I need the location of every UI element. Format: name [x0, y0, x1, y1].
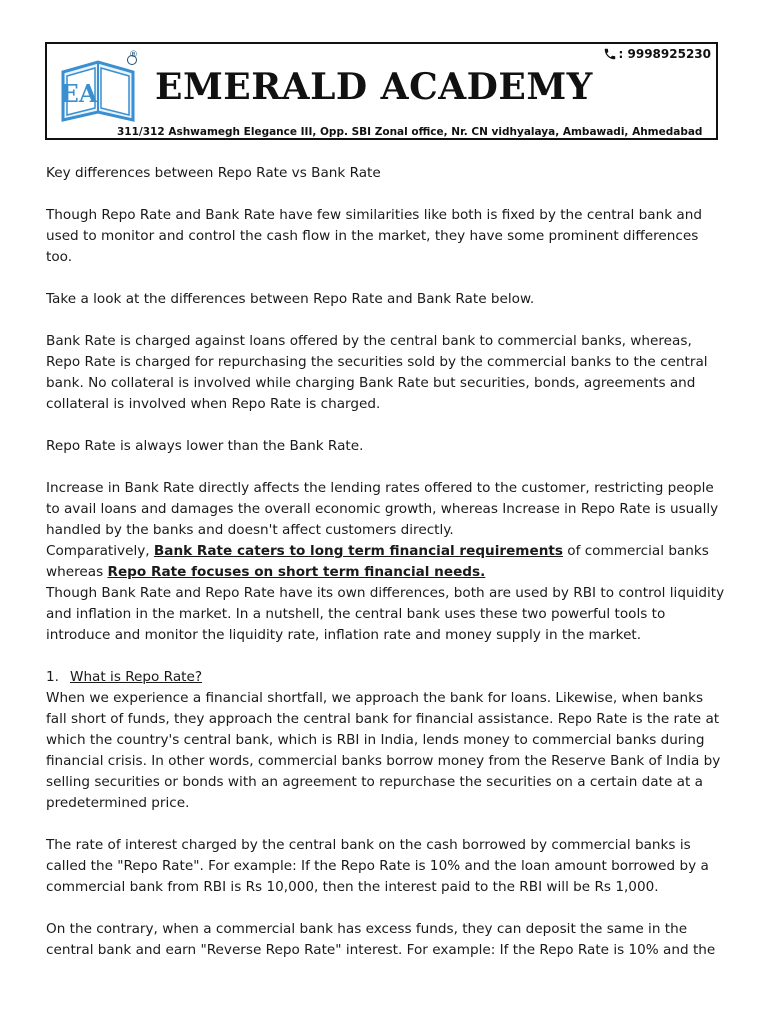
academy-title: EMERALD ACADEMY	[155, 66, 593, 108]
link-short-term[interactable]: Repo Rate focuses on short term financial needs.	[107, 564, 486, 580]
paragraph-intro: Though Repo Rate and Bank Rate have few similarities like both is fixed by the central bank and used to monitor and control the cash flow in the market, they have some prominent differences too.	[46, 207, 702, 265]
heading-what-is-repo-rate: What is Repo Rate?	[70, 669, 203, 685]
paragraph-charged: Bank Rate is charged against loans offered by the central bank to commercial banks, whereas, Repo Rate is charged for repurchasing the securities sold by the commercial banks to the central bank. No collateral is involved while charging Bank Rate but securities, bonds, agreements and collateral is involved when Repo Rate is charged.	[46, 333, 708, 412]
paragraph-contrary: On the contrary, when a commercial bank has excess funds, they can deposit the same in the central bank and earn "Reverse Repo Rate" interest. For example: If the Repo Rate is 10% and the	[46, 921, 716, 958]
paragraph-shortfall: When we experience a financial shortfall, we approach the bank for loans. Likewise, when banks fall short of funds, they approach the central bank for financial assistance. Repo Rate is the rate at which the country's central bank, which is RBI in India, lends money to commercial banks during financial crisis. In other words, commercial banks borrow money from the Reserve Bank of India by selling securities or bonds with an agreement to repurchase the securities on a certain date at a predetermined price.	[46, 690, 721, 811]
logo-letter-e: EA	[60, 79, 98, 108]
registered-mark: ®	[129, 50, 138, 60]
document-title-line: Key differences between Repo Rate vs Bank Rate	[46, 165, 381, 181]
document-body	[46, 163, 726, 982]
phone-contact	[603, 47, 711, 61]
paragraph-though: Though Bank Rate and Repo Rate have its own differences, both are used by RBI to control liquidity and inflation in the market. In a nutshell, the central bank uses these two powerful tools to introduce and monitor the liquidity rate, inflation rate and money supply in the market.	[46, 585, 725, 643]
paragraph-comparatively	[46, 541, 726, 583]
phone-number: : 9998925230	[618, 47, 711, 61]
paragraph-increase: Increase in Bank Rate directly affects the lending rates offered to the customer, restricting people to avail loans and damages the overall economic growth, whereas Increase in Repo Rate is usually handled by the banks and doesn't affect customers directly.	[46, 480, 719, 538]
paragraph-look: Take a look at the differences between Repo Rate and Bank Rate below.	[46, 291, 535, 307]
paragraph-lower: Repo Rate is always lower than the Bank Rate.	[46, 438, 364, 454]
emerald-academy-logo	[59, 54, 137, 126]
comparatively-prefix: Comparatively,	[46, 543, 154, 559]
list-item-repo-rate	[46, 667, 726, 688]
link-long-term[interactable]: Bank Rate caters to long term financial requirements	[153, 543, 563, 559]
paragraph-interest: The rate of interest charged by the central bank on the cash borrowed by commercial banks is called the "Repo Rate". For example: If the Repo Rate is 10% and the loan amount borrowed by a commercial bank from RBI is Rs 10,000, then the interest paid to the RBI will be Rs 1,000.	[46, 837, 709, 895]
academy-address: 311/312 Ashwamegh Elegance III, Opp. SBI Zonal office, Nr. CN vidhyalaya, Ambawadi, Ahmedabad	[117, 126, 703, 138]
list-number: 1.	[46, 669, 59, 685]
letterhead	[45, 42, 718, 140]
comparatively-mid: of commercial banks whereas	[46, 543, 709, 580]
phone-icon	[603, 47, 617, 61]
